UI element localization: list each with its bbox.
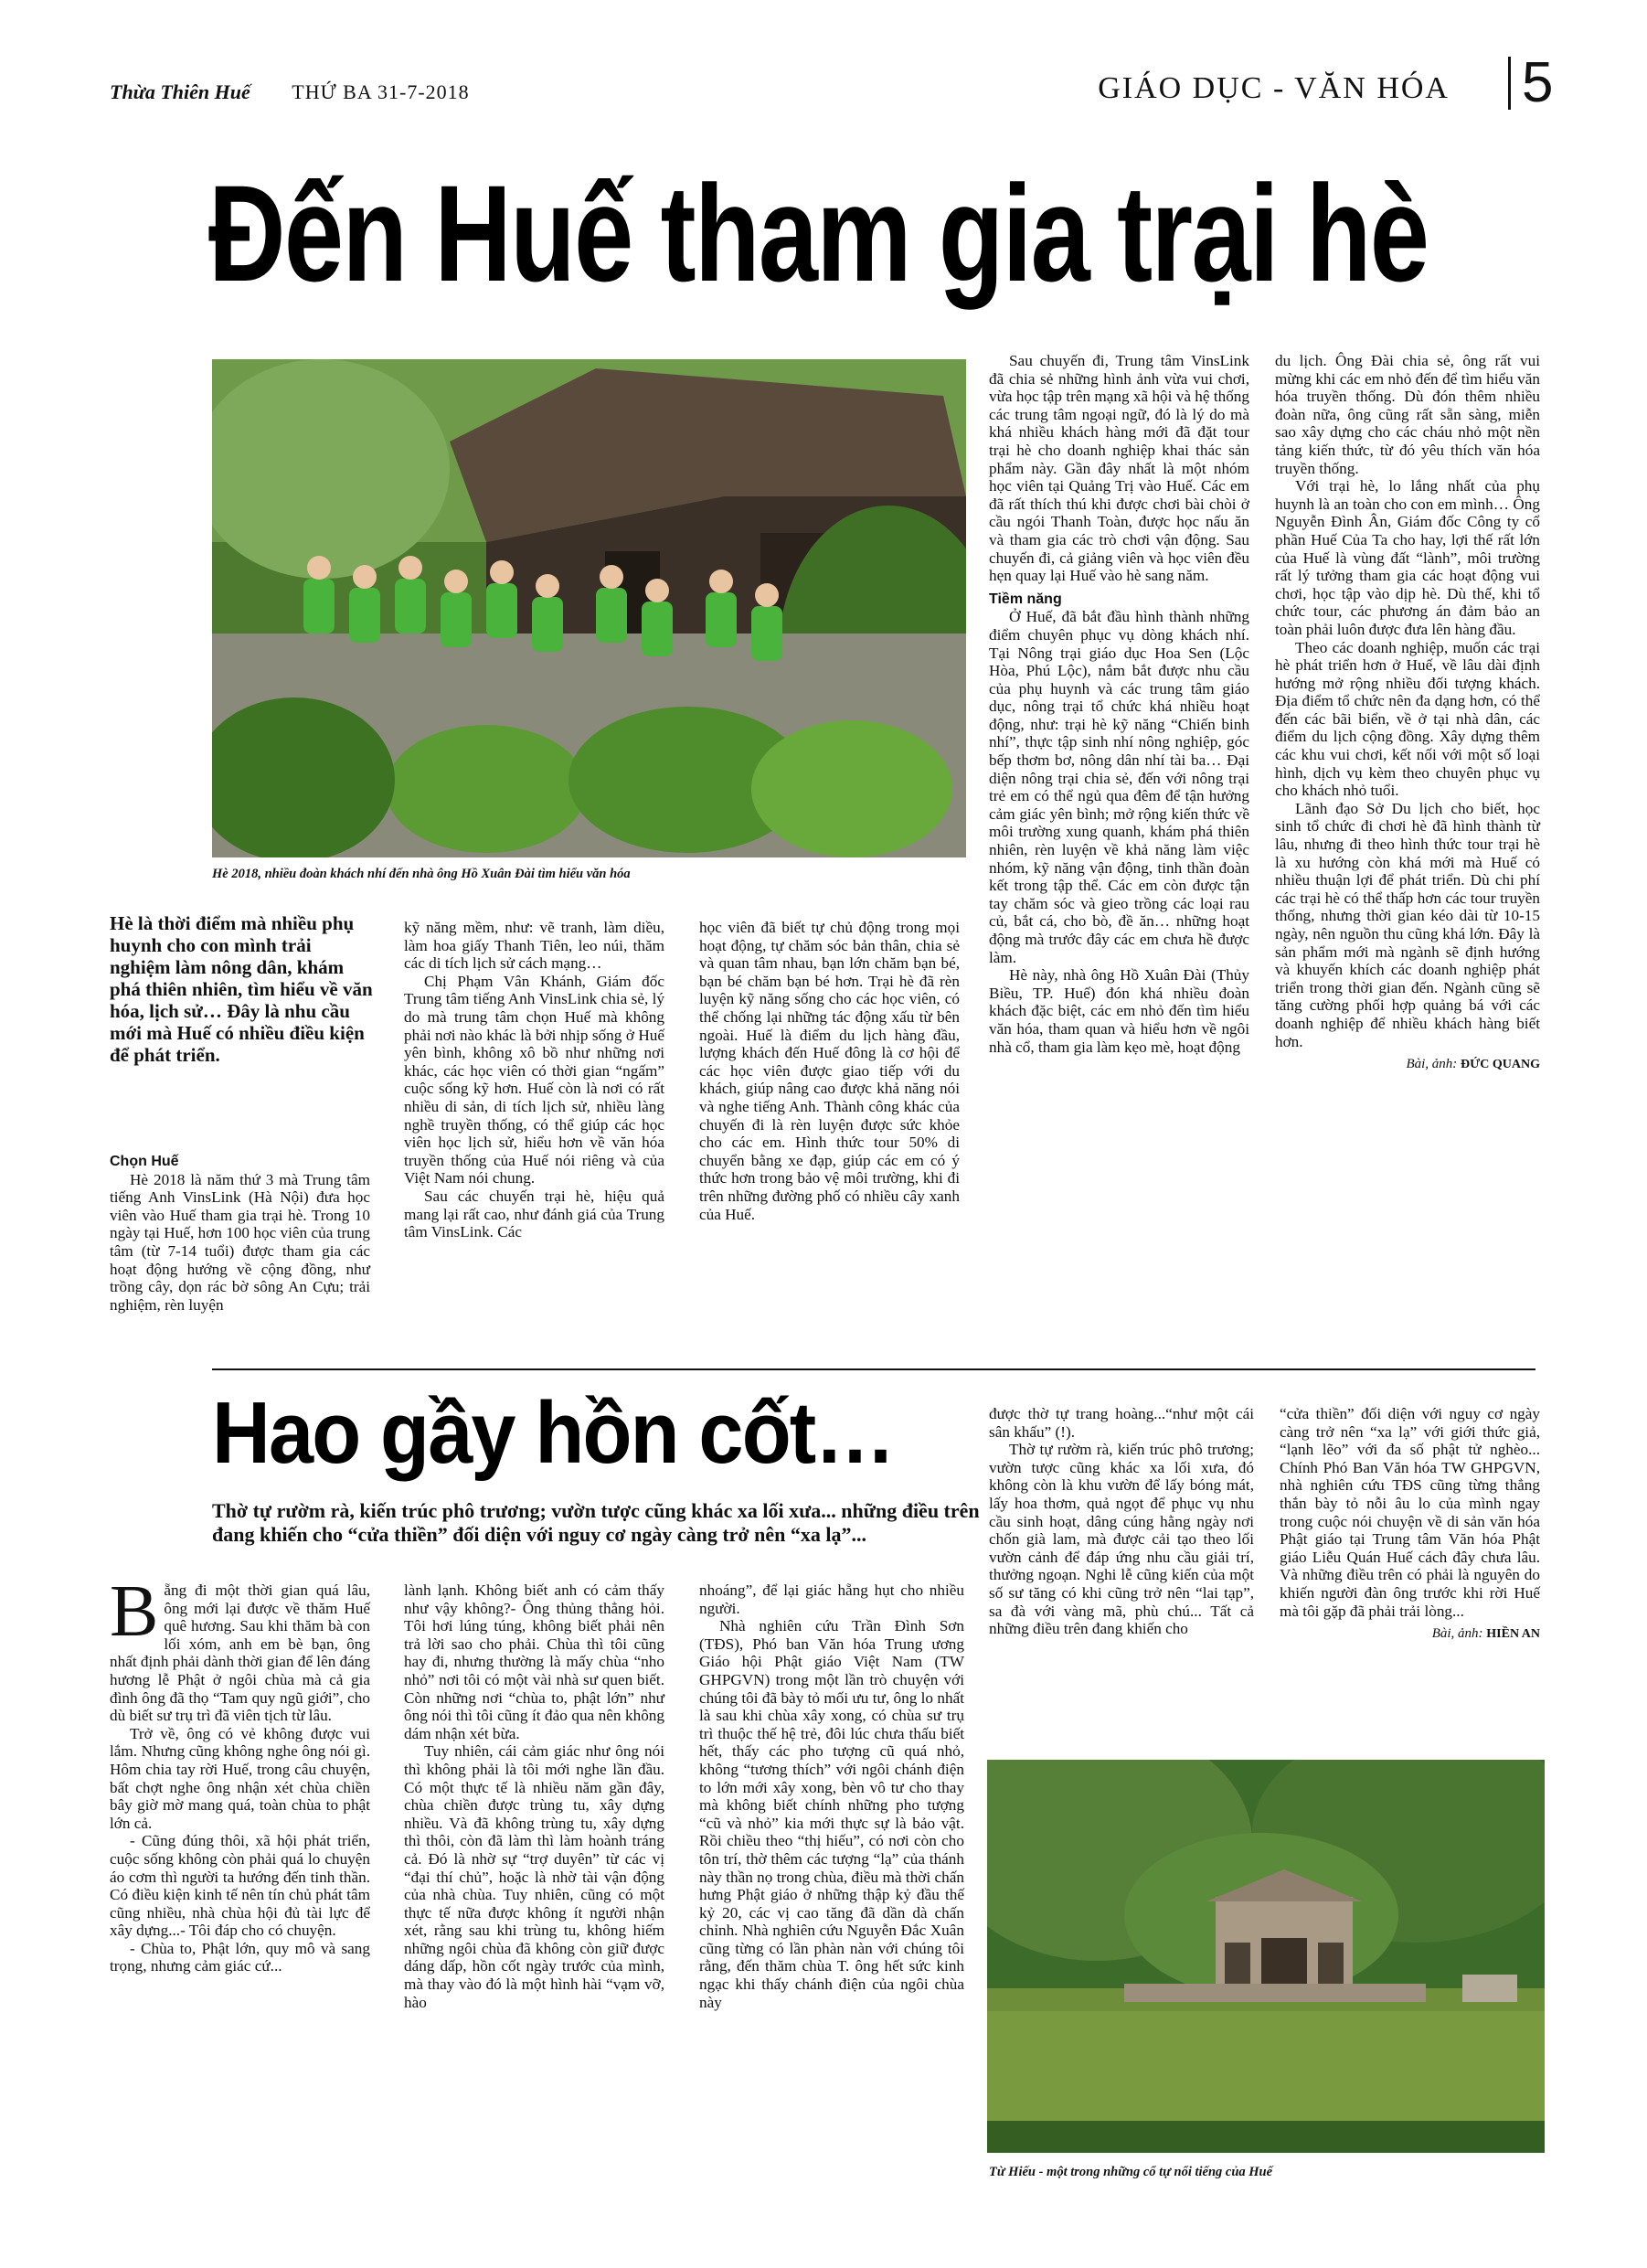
paragraph: Hè này, nhà ông Hồ Xuân Đài (Thủy Biều, TP. Huế) đón khá nhiều đoàn khách đặc biệt, các em nhỏ đến tìm hiểu văn hóa, tham quan và hiểu hơn về ngôi nhà cổ, tham gia làm kẹo mè, hoạt động [989,966,1249,1056]
article1-credit [1275,1056,1540,1074]
subheading-tiem-nang: Tiềm năng [989,591,1062,607]
article1-col2 [404,919,664,1241]
paragraph: - Cũng đúng thôi, xã hội phát triển, cuộc sống không còn phải quá lo chuyện áo cơm thì người ta hướng đến tinh thần. Có điều kiện kinh tế nên tín chủ phát tâm cũng nhiều, nhà chùa hội đủ tài lực để xây dựng...- Tôi đáp cho có chuyện. [110,1832,370,1940]
paragraph: Tuy nhiên, cái cảm giác như ông nói thì không phải là tôi mới nghe lần đầu. Có một thực tế là nhiều năm gần đây, chùa chiền được trùng tu, xây dựng nhiều. Và đã không trùng tu, xây dựng thì thôi, còn đã làm thì làm hoành tráng cả. Đó là nhờ sự “trợ duyên” từ các vị “đại thí chủ”, hoặc là nhờ tài vận động của nhà chùa. Tuy nhiên, cũng có một thực tế nữa được không ít người nhận xét, rằng sau khi trùng tu, không hiếm những ngôi chùa đã không còn giữ được dáng dấp, hồn cốt ngày trước của mình, mà thay vào đó là một hình hài “vạm vỡ, hào [404,1742,664,2011]
article1-photo [212,359,966,857]
paragraph: Lãnh đạo Sở Du lịch cho biết, học sinh tổ chức đi chơi hè đã hình thành từ lâu, nhưng đi theo hình thức tour trại hè là xu hướng còn khá mới mà Huế có nhiều thuận lợi để phát triển. Dù chi phí các trại hè có thể thấp hơn các tour truyền thống, nhưng thời gian kéo dài từ 10-15 ngày, nên nguồn thu cũng khá lớn. Đây là sản phẩm mới mà ngành sẽ định hướng và khuyến khích các doanh nghiệp phát triển trong thời gian đến. Ngành cũng sẽ tăng cường phối hợp quảng bá với các doanh nghiệp để nhiều khách hàng biết hơn. [1275,799,1540,1050]
article2-title: Hao gầy hồn cốt… [212,1384,894,1482]
subheading-chon-hue: Chọn Huế [110,1154,179,1169]
paragraph: được thờ tự trang hoàng...“như một cái sân khấu” (!). [989,1405,1254,1441]
article2-photo-caption: Từ Hiếu - một trong những cổ tự nổi tiếng của Huế [989,2165,1273,2179]
credit-label: Bài, ảnh: [1406,1057,1458,1072]
article1-col3 [699,919,960,1223]
paragraph: Ở Huế, đã bắt đầu hình thành những điểm chuyên phục vụ dòng khách nhí. Tại Nông trại giáo dục Hoa Sen (Lộc Hòa, Phú Lộc), nắm bắt được nhu cầu của phụ huynh và các trung tâm giáo dục, nông trại tổ chức khá nhiều hoạt động, như: trại hè kỹ năng “Chiến binh nhí”, thực tập sinh nhí nông nghiệp, góc bếp thơm bơ, nông dân nhí tài ba… Đại diện nông trại chia sẻ, đến với nông trại trẻ em có thể ngủ qua đêm để tận hưởng cảm giác yên bình; mở rộng kiến thức về môi trường xung quanh, khám phá thiên nhiên, rèn luyện về khả năng làm việc nhóm, kỹ năng vận động, tinh thần đoàn kết trong tập thể. Các em còn được tận tay chăm sóc và gieo trồng các loại rau củ, bắt cá, cho bò, đề ăn… những hoạt động mà trước đây các em chưa hề được làm. [989,608,1249,966]
article2-col3 [699,1581,964,2011]
article2-col4 [989,1405,1254,1638]
children-visit-photo [212,359,966,857]
article2-photo [987,1760,1545,2153]
article1-lead: Hè là thời điểm mà nhiều phụ huynh cho con mình trải nghiệm làm nông dân, khám phá thiên nhiên, tìm hiểu về văn hóa, lịch sử… Đây là nhu cầu mới mà Huế có nhiều điều kiện để phát triển. [110,912,373,1066]
article1-col1 [110,1147,370,1314]
paragraph: - Chùa to, Phật lớn, quy mô và sang trọng, nhưng cảm giác cứ... [110,1939,370,1975]
paragraph: Thờ tự rườm rà, kiến trúc phô trương; vườn tược cũng khác xa lối xưa, đó không còn là khu vườn để lấy bóng mát, lấy hoa thơm, quả ngọt để phục vụ nhu cầu sinh hoạt, dâng cúng hằng ngày nơi chốn già lam, mà được cải tạo theo lối vườn cảnh để đáp ứng nhu cầu giải trí, thưởng ngoạn. Nghi lễ cũng kiến của một số sư tăng có khi cũng trở nên “lai tạp”, sa đà với vàng mã, phù chú... Tất cả những điều trên đang khiến cho [989,1441,1254,1638]
paragraph: “cửa thiền” đối diện với nguy cơ ngày càng trở nên “xa lạ” với giới thức giả, “lạnh lẽo” với đa số phật tử nghèo... Chính Phó Ban Văn hóa TW GHPGVN, nhà nghiên cứu TĐS cũng từng thẳng thắn bày tỏ nỗi âu lo của mình ngay trong cuộc nói chuyện về di sản văn hóa Phật giáo tại Trung tâm Văn hóa Phật giáo Liễu Quán Huế cách đây chưa lâu. Và những điều trên có phải là nguyên do khiến người đàn ông trước khi rời Huế mà tôi gặp đã phải trải lòng... [1280,1405,1540,1620]
dropcap: B [110,1571,159,1652]
paragraph [110,1571,370,1725]
credit-name: HIỀN AN [1486,1627,1540,1642]
paragraph: Sau các chuyến trại hè, hiệu quả mang lại rất cao, như đánh giá của Trung tâm VinsLink. Các [404,1187,664,1241]
paragraph: Hè 2018 là năm thứ 3 mà Trung tâm tiếng Anh VinsLink (Hà Nội) đưa học viên vào Huế tham gia trại hè. Trong 10 ngày tại Huế, hơn 100 học viên của trung tâm (từ 7-14 tuổi) được tham gia các hoạt động hướng về cộng đồng, như trồng cây, dọn rác bờ sông An Cựu; trải nghiệm, rèn luyện [110,1170,370,1314]
pagoda-gate-photo [987,1760,1545,2153]
article2-col1 [110,1571,370,1975]
paragraph: Với trại hè, lo lắng nhất của phụ huynh là an toàn cho con em mình… Ông Nguyễn Đình Ân, Giám đốc Công ty cổ phần Huế Của Ta cho hay, lợi thế rất lớn của Huế là vùng đất “lành”, môi trường rất lý tưởng tham gia các hoạt động vui chơi, học tập vào dịp hè. Dù thế, khi tổ chức tour, các phương án đảm bảo an toàn phải luôn được đưa lên hàng đầu. [1275,477,1540,638]
section-name: GIÁO DỤC - VĂN HÓA [1098,71,1450,105]
section-divider [212,1368,1535,1370]
article1-photo-caption: Hè 2018, nhiều đoàn khách nhí đến nhà ông Hồ Xuân Đài tìm hiểu văn hóa [212,867,631,881]
article1-col4 [989,352,1249,1056]
paragraph: nhoáng”, để lại giác hẵng hụt cho nhiều người. [699,1581,964,1617]
paragraph: Theo các doanh nghiệp, muốn các trại hè phát triển hơn ở Huế, về lâu dài định hướng mở rộng nhiều đối tượng khách. Địa điểm tổ chức nên đa dạng hơn, có thể đến các bãi biển, về ở tại nhà dân, các điểm du lịch cộng đồng. Xây dựng thêm các khu vui chơi, kết nối với một số loại hình, dịch vụ kèm theo chuyên phục vụ cho khách nhỏ tuổi. [1275,638,1540,800]
issue-date: THỨ BA 31-7-2018 [292,80,470,103]
article2-lead: Thờ tự rườm rà, kiến trúc phô trương; vườn tược cũng khác xa lối xưa... những điều trên đang khiến cho “cửa thiền” đối diện với nguy cơ ngày càng trở nên “xa lạ”... [212,1499,980,1546]
article2-credit [1280,1625,1540,1644]
paragraph: lành lạnh. Không biết anh có cảm thấy như vậy không?- Ông thủng thẳng hỏi. Tôi hơi lúng túng, không biết phải nên trả lời sao cho phải. Chùa thì tôi cũng hay đi, nhưng thường là mấy chùa “nho nhỏ” nơi tôi có một vài nhà sư quen biết. Còn những nơi “chùa to, phật lớn” như ông nói thì tôi cũng ít đảo qua nên không dám nhận xét bừa. [404,1581,664,1742]
paragraph-text: ẵng đi một thời gian quá lâu, ông mới lại được về thăm Huế quê hương. Sau khi thăm bà con lối xóm, anh em bè bạn, ông nhất định phải dành thời gian để lên đáng hương lễ Phật ở ngôi chùa mà cả gia đình ông đã thọ “Tam quy ngũ giới”, cho dù biết sư trụ trì đã viên tịch từ lâu. [110,1581,370,1725]
article1-title: Đến Huế tham gia trại hè [208,156,1429,310]
article2-col2 [404,1581,664,2011]
paper-name: Thừa Thiên Huế [110,80,250,103]
paragraph: du lịch. Ông Đài chia sẻ, ông rất vui mừng khi các em nhỏ đến để tìm hiểu văn hóa truyền thống. Dù đón thêm nhiều đoàn nữa, ông cũng rất sẵn sàng, miễn sao xây dựng cho các cháu nhỏ một nền tảng kiến thức, từ đó yêu thích văn hóa truyền thống. [1275,352,1540,477]
credit-name: ĐỨC QUANG [1461,1058,1540,1072]
paragraph: Sau chuyến đi, Trung tâm VinsLink đã chia sẻ những hình ảnh vừa vui chơi, vừa học tập trên mạng xã hội và hệ thống các trung tâm ngoại ngữ, đó là lý do mà khá nhiều khách hàng mới đã đặt tour trại hè cho doanh nghiệp khai thác sản phẩm này. Gần đây nhất là một nhóm học viên tại Quảng Trị vào Huế. Các em đã rất thích thú khi được chơi bài chòi ở cầu ngói Thanh Toàn, được học nấu ăn và tham gia các trò chơi vận động. Sau chuyến đi, cả giảng viên và học viên đều hẹn quay lại Huế vào hè sang năm. [989,352,1249,585]
paragraph: Chị Phạm Vân Khánh, Giám đốc Trung tâm tiếng Anh VinsLink chia sẻ, lý do mà trung tâm chọn Huế mà không phải nơi nào khác là bởi nhịp sống ở Huế yên bình, không xô bồ như những nơi khác, các học viên có thời gian “ngấm” cuộc sống kỹ hơn. Huế còn là nơi có rất nhiều di sản, di tích lịch sử, nhiều làng nghề truyền thống, có thể giúp các học viên học lịch sử, hiểu hơn về văn hóa truyền thống của Huế nói riêng và của Việt Nam nói chung. [404,972,664,1187]
article2-col5 [1280,1405,1540,1644]
credit-label: Bài, ảnh: [1431,1626,1483,1642]
page-number: 5 [1522,51,1554,114]
header-rule [1508,57,1511,110]
article1-col5 [1275,352,1540,1074]
paragraph: Nhà nghiên cứu Trần Đình Sơn (TĐS), Phó ban Văn hóa Trung ương Giáo hội Phật giáo Việt Nam (TW GHPGVN) trong một lần trò chuyện với chúng tôi đã bày tỏ mối ưu tư, ông lo nhất là sau khi chùa xây xong, có chùa sư trụ trì thuộc thế hệ trẻ, đôi lúc chưa thấu biết hết, thấy các pho tượng cũ quá nhỏ, không “tương thích” với ngôi chánh điện to lớn mới xây xong, bèn vô tư cho thay mà không biết chính những pho tượng “cũ và nhỏ” kia mới thực sự là bảo vật. Rồi chiều theo “thị hiếu”, có nơi còn cho tôn trí, thờ thêm các tượng “lạ” của thánh này thần nọ trong chùa, điều mà thời chấn hưng Phật giáo ở những thập kỷ đầu thế kỷ 20, các vị cao tăng đã dần dà chấn chỉnh. Nhà nghiên cứu Nguyễn Đắc Xuân cũng từng có lần phàn nàn với chúng tôi rằng, đến thăm chùa T. ông hết sức kinh ngạc khi thấy chánh điện của ngôi chùa này [699,1617,964,2011]
masthead [110,80,470,104]
paragraph: Trở về, ông có vẻ không được vui lắm. Nhưng cũng không nghe ông nói gì. Hôm chia tay rời Huế, trong câu chuyện, bất chợt nghe ông nhận xét chùa chiền bây giờ mờ mang quá, toàn chùa to phật lớn cả. [110,1724,370,1832]
paragraph: học viên đã biết tự chủ động trong mọi hoạt động, tự chăm sóc bản thân, chia sẻ và quan tâm nhau, bạn lớn chăm bạn bé, bạn bé chăm bạn bé hơn. Trại hè đã rèn luyện kỹ năng sống cho các học viên, có thể chống lại những tác động xấu từ bên ngoài. Huế là điểm du lịch hàng đầu, lượng khách đến Huế đông là cơ hội để các học viên được giao tiếp với du khách, giúp nâng cao được khả năng nói và nghe tiếng Anh. Thành công khác của chuyến đi là rèn luyện được sức khỏe cho các em. Hình thức tour 50% di chuyển bằng xe đạp, giúp các em có ý thức hơn trong bảo vệ môi trường, khi đi trên những đường phố có nhiều cây xanh của Huế. [699,919,960,1223]
paragraph: kỹ năng mềm, như: vẽ tranh, làm diều, làm hoa giấy Thanh Tiên, leo núi, thăm các di tích lịch sử cách mạng… [404,919,664,973]
